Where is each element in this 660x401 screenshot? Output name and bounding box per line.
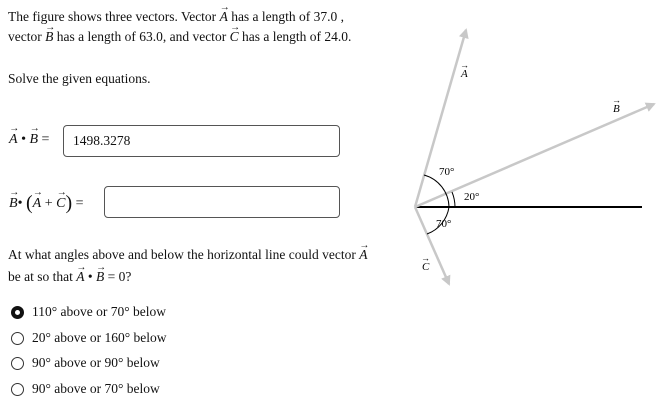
prompt-text: has a length of 63.0, and vector xyxy=(53,29,230,44)
answer-input-2[interactable] xyxy=(104,186,340,218)
angle-c-label: 70° xyxy=(436,218,452,230)
label-b: B xyxy=(613,103,620,115)
vector-a-symbol: → A xyxy=(76,266,84,288)
question-text: = 0? xyxy=(104,269,132,284)
angle-question xyxy=(8,244,368,288)
dot-operator: • xyxy=(17,132,30,147)
prompt-text: The figure shows three vectors. Vector xyxy=(8,9,220,24)
option-label: 110° above or 70° below xyxy=(32,304,167,319)
equals-sign: = xyxy=(72,196,84,211)
label-c: C xyxy=(422,261,430,273)
right-paren: ) xyxy=(65,192,73,214)
vector-a-symbol: → A xyxy=(359,244,367,266)
vector-b-symbol: → B xyxy=(96,266,104,288)
problem-statement xyxy=(8,7,360,47)
radio-icon[interactable] xyxy=(11,332,24,345)
prompt-text: has a length of 24.0. xyxy=(238,29,352,44)
equation-2-label xyxy=(9,192,84,215)
vector-b-symbol: → B xyxy=(45,27,53,47)
vector-c-symbol: → C xyxy=(56,196,65,212)
option-3[interactable] xyxy=(11,355,160,371)
radio-icon[interactable] xyxy=(11,357,24,370)
label-a-arrow-icon: → xyxy=(460,60,469,70)
option-label: 90° above or 70° below xyxy=(32,381,160,396)
vector-diagram xyxy=(400,20,660,290)
label-a: A xyxy=(461,68,468,80)
vector-a-symbol: → A xyxy=(9,132,18,148)
solve-instruction: Solve the given equations. xyxy=(8,71,151,86)
angle-b-label: 20° xyxy=(464,191,480,203)
plus-operator: + xyxy=(41,196,57,211)
prompt-text: has a length of 37.0 , vector xyxy=(8,9,345,44)
equals-sign: = xyxy=(38,132,50,147)
vector-b-arrow xyxy=(415,104,654,207)
radio-icon[interactable] xyxy=(11,383,24,396)
vector-c-symbol: → C xyxy=(230,27,239,47)
option-4[interactable] xyxy=(11,381,160,397)
vector-a-symbol: → A xyxy=(33,196,42,212)
option-1[interactable] xyxy=(11,304,166,320)
label-c-arrow-icon: → xyxy=(421,253,430,263)
angle-b-arc xyxy=(452,192,455,207)
dot-operator: • xyxy=(17,196,26,211)
angle-a-label: 70° xyxy=(439,166,455,178)
question-text: be at so that xyxy=(8,269,77,284)
option-label: 20° above or 160° below xyxy=(32,330,167,345)
equation-1-label xyxy=(9,132,49,148)
vector-a-arrow xyxy=(415,30,466,207)
radio-selected-icon[interactable] xyxy=(11,306,24,319)
option-2[interactable] xyxy=(11,330,167,346)
answer-input-1[interactable]: 1498.3278 xyxy=(63,125,340,157)
left-paren: ( xyxy=(25,192,33,214)
vector-b-symbol: → B xyxy=(29,132,38,148)
vector-b-symbol: → B xyxy=(9,196,18,212)
label-b-arrow-icon: → xyxy=(612,95,621,105)
option-label: 90° above or 90° below xyxy=(32,355,160,370)
question-text: At what angles above and below the horizontal line could vector xyxy=(8,247,360,262)
dot-operator: • xyxy=(84,269,96,284)
vector-a-symbol: → A xyxy=(220,7,228,27)
